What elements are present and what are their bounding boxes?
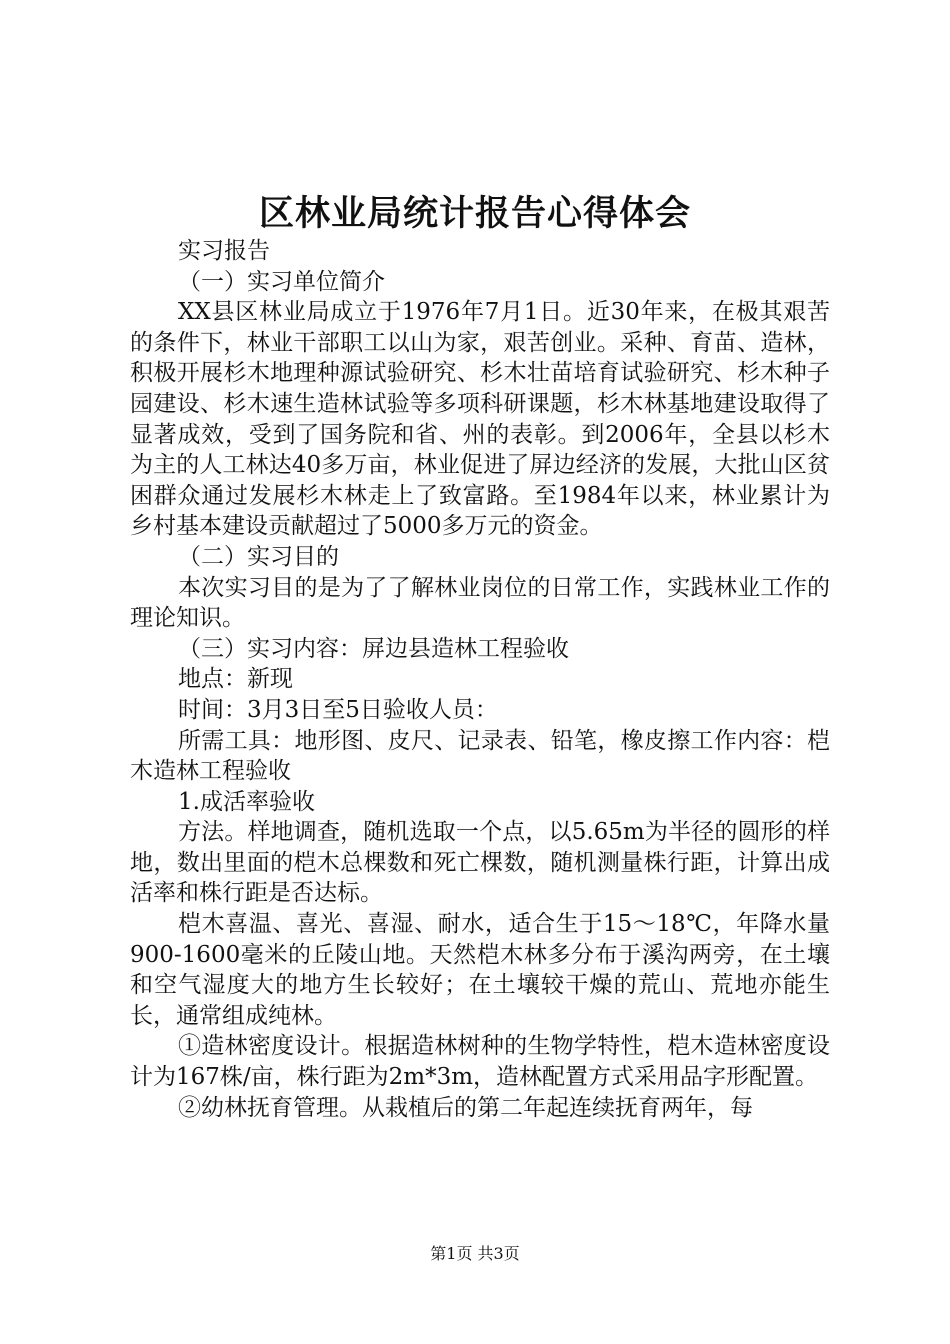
section-heading: （二）实习目的 [178,543,339,570]
paragraph: 桤木喜温、喜光、喜湿、耐水，适合生于15～18℃，年降水量900-1600毫米的丘陵山地。天然桤木林多分布于溪沟两旁，在土壤和空气湿度大的地方生长较好；在土壤较干燥的荒山、荒地亦能生长，通常组成纯林。 [130,911,830,1029]
paragraph: 本次实习目的是为了了解林业岗位的日常工作，实践林业工作的理论知识。 [130,574,830,632]
document-body [130,236,830,1123]
document-title: 区林业局统计报告心得体会 [258,193,691,234]
section-heading: （一）实习单位简介 [178,268,385,295]
paragraph: 方法。样地调查，随机选取一个点，以5.65m为半径的圆形的样地，数出里面的桤木总棵数和死亡棵数，随机测量株行距，计算出成活率和株行距是否达标。 [130,819,830,907]
section-heading: 1.成活率验收 [178,788,315,815]
page-number-footer: 第1页 共3页 [430,1244,520,1263]
paragraph: 时间：3月3日至5日验收人员： [178,696,498,723]
paragraph: 地点：新现 [178,666,293,693]
paragraph: XX县区林业局成立于1976年7月1日。近30年来，在极其艰苦的条件下，林业干部职工以山为家，艰苦创业。采种、育苗、造林，积极开展杉木地理种源试验研究、杉木壮苗培育试验研究、杉木种子园建设、杉木速生造林试验等多项科研课题，杉木林基地建设取得了显著成效，受到了国务院和省、州的表彰。到2006年，全县以杉木为主的人工林达40多万亩，林业促进了屏边经济的发展，大批山区贫困群众通过发展杉木林走上了致富路。至1984年以来，林业累计为乡村基本建设贡献超过了5000多万元的资金。 [130,299,830,540]
paragraph: 所需工具：地形图、皮尺、记录表、铅笔，橡皮擦工作内容：桤木造林工程验收 [130,727,830,785]
paragraph: ①造林密度设计。根据造林树种的生物学特性，桤木造林密度设计为167株/亩，株行距为2m*3m，造林配置方式采用品字形配置。 [130,1033,830,1091]
section-heading: 实习报告 [178,238,270,264]
section-heading: （三）实习内容：屏边县造林工程验收 [178,635,569,662]
paragraph: ②幼林抚育管理。从栽植后的第二年起连续抚育两年，每 [178,1094,753,1121]
